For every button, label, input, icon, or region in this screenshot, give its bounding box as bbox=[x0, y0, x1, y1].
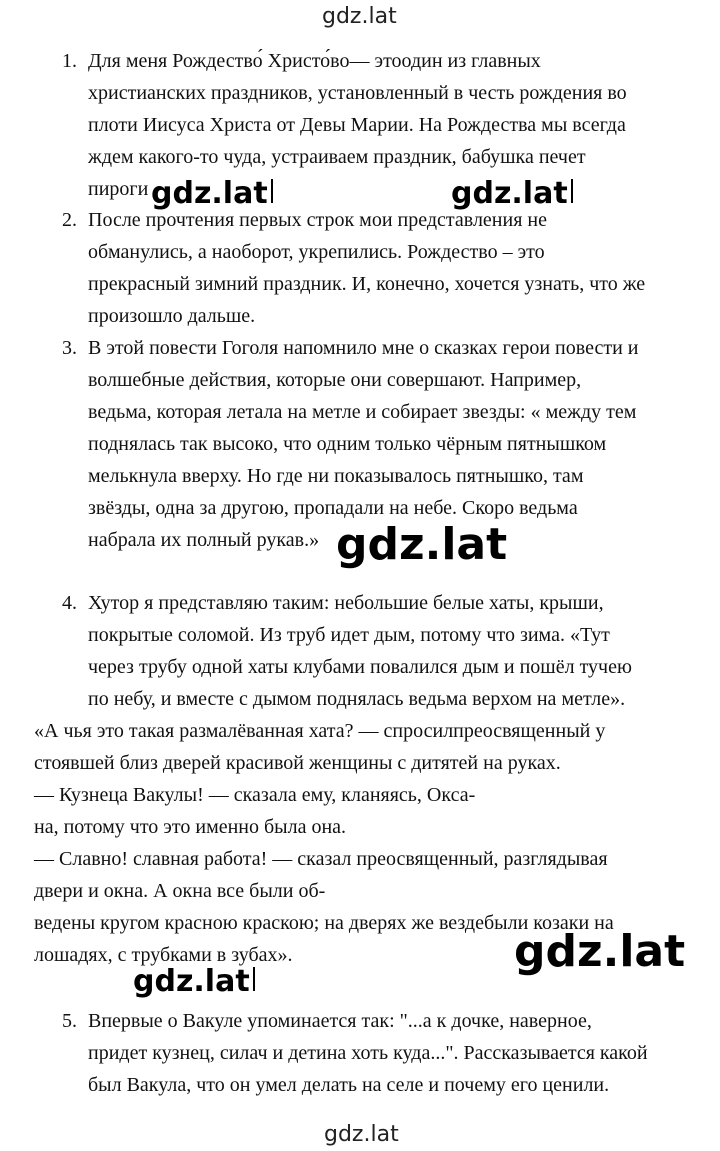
item-line: произошло дальше. bbox=[88, 305, 256, 327]
item-line: прекрасный зимний праздник. И, конечно, хочется узнать, что же bbox=[88, 273, 646, 295]
item-line: Хутор я представляю таким: небольшие белые хаты, крыши, bbox=[88, 592, 604, 614]
watermark-mid-1: gdz.lat bbox=[151, 179, 273, 209]
item-line: покрытые соломой. Из труб идет дым, потому что зима. «Тут bbox=[88, 624, 610, 646]
item-line: ждем какого-то чуда, устраиваем праздник, бабушка печет bbox=[88, 146, 586, 168]
item-line: мелькнула вверху. Но где ни показывалось пятнышко, там bbox=[88, 465, 584, 487]
quote-line: — Кузнеца Вакулы! — сказала ему, кланяясь, Окса- bbox=[34, 784, 476, 806]
item-line: по небу, и вместе с дымом поднялась ведьма верхом на метле». bbox=[88, 688, 626, 710]
watermark-top: gdz.lat bbox=[322, 4, 397, 29]
item-line: через трубу одной хаты клубами повалился дым и пошёл тучею bbox=[88, 656, 632, 678]
watermark-mid-3: gdz.lat bbox=[336, 519, 508, 570]
quote-line: лошадях, с трубками в зубах». bbox=[34, 944, 293, 966]
item-line: волшебные действия, которые они совершают. Например, bbox=[88, 369, 582, 391]
item-line: звёзды, одна за другою, пропадали на небе. Скоро ведьма bbox=[88, 497, 578, 519]
item-line: Для меня Рождество́ Христо́во— этоодин из главных bbox=[88, 50, 541, 72]
quote-line: двери и окна. А окна все были об- bbox=[34, 880, 326, 902]
item-number: 3. bbox=[62, 337, 77, 359]
item-number: 5. bbox=[62, 1010, 77, 1032]
item-line: обманулись, а наоборот, укрепились. Рождество – это bbox=[88, 241, 545, 263]
watermark-mid-2: gdz.lat bbox=[451, 179, 573, 209]
item-line: придет кузнец, силач и детина хоть куда...". Рассказывается какой bbox=[88, 1042, 648, 1064]
item-line: В этой повести Гоголя напомнило мне о сказках герои повести и bbox=[88, 337, 639, 359]
item-line: ведьма, которая летала на метле и собирает звезды: « между тем bbox=[88, 401, 637, 423]
item-line: христианских праздников, установленный в честь рождения во bbox=[88, 82, 627, 104]
item-number: 1. bbox=[62, 50, 77, 72]
quote-line: — Славно! славная работа! — сказал преосвященный, разглядывая bbox=[34, 848, 608, 870]
item-line: поднялась так высоко, что одним только чёрным пятнышком bbox=[88, 433, 607, 455]
quote-line: на, потому что это именно была она. bbox=[34, 816, 347, 838]
watermark-mid-5: gdz.lat bbox=[133, 967, 255, 997]
item-line: После прочтения первых строк мои представления не bbox=[88, 209, 547, 231]
quote-line: стоявшей близ дверей красивой женщины с дитятей на руках. bbox=[34, 752, 561, 774]
item-number: 4. bbox=[62, 592, 77, 614]
item-line: Впервые о Вакуле упоминается так: "...а к дочке, наверное, bbox=[88, 1010, 592, 1032]
watermark-mid-4: gdz.lat bbox=[514, 926, 686, 977]
item-line: набрала их полный рукав.» bbox=[88, 529, 320, 551]
watermark-bottom: gdz.lat bbox=[324, 1122, 399, 1147]
item-line: пироги bbox=[88, 178, 149, 200]
item-number: 2. bbox=[62, 209, 77, 231]
item-line: плоти Иисуса Христа от Девы Марии. На Рождества мы всегда bbox=[88, 114, 626, 136]
quote-line: «А чья это такая размалёванная хата? — спросилпреосвященный у bbox=[34, 720, 606, 742]
quote-line: ведены кругом красною краскою; на дверях же вездебыли козаки на bbox=[34, 912, 614, 934]
item-line: был Вакула, что он умел делать на селе и почему его ценили. bbox=[88, 1074, 610, 1096]
